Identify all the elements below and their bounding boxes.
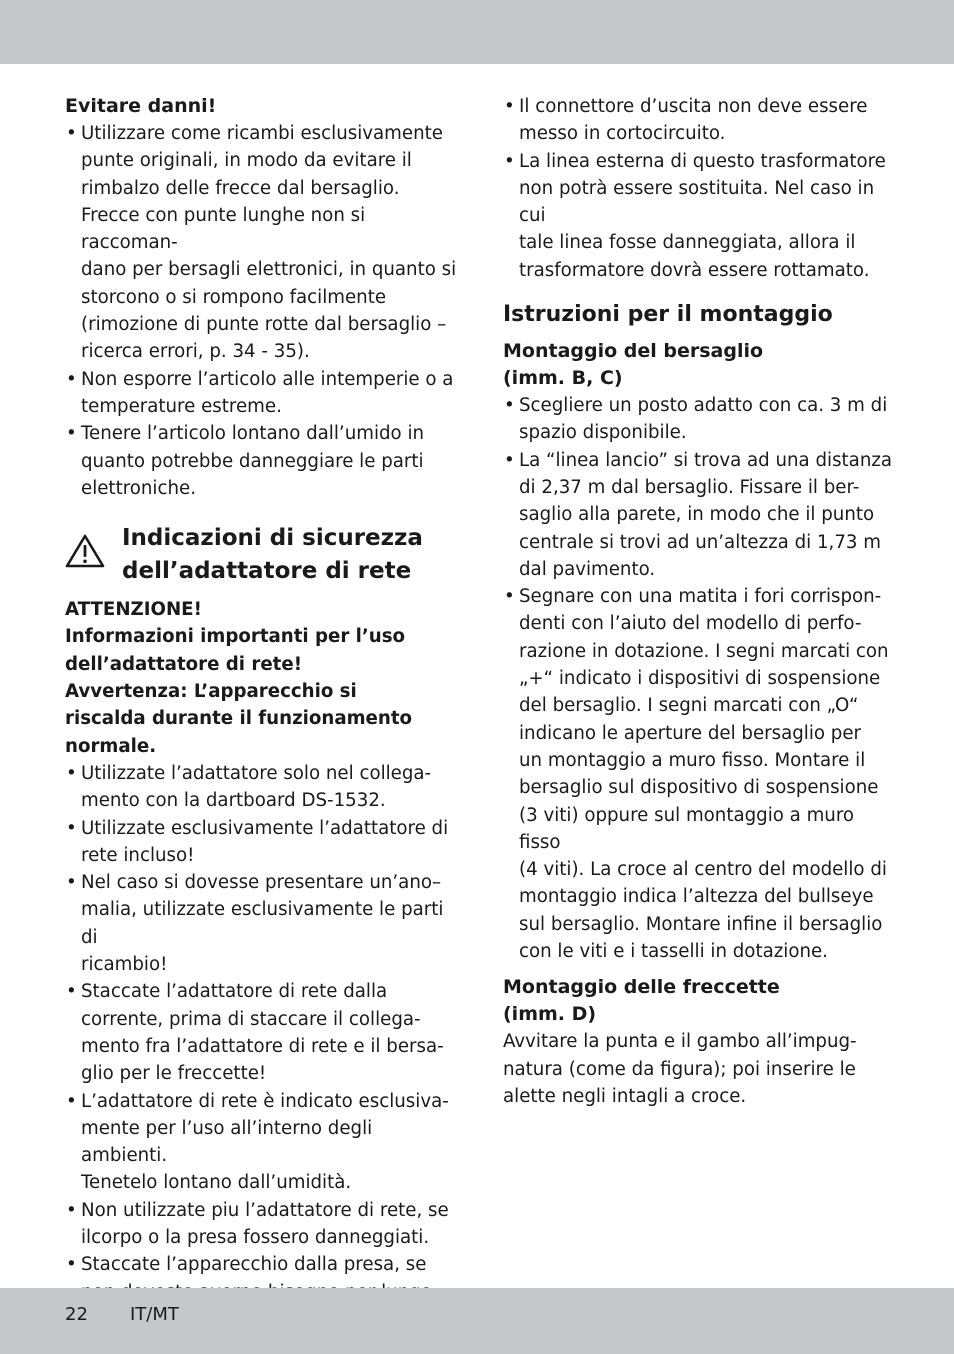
list-item: • L’adattatore di rete è indicato esclusiva- mente per l’uso all’interno degli ambienti. Tenetelo lontano dall’umidità. — [66, 1090, 449, 1194]
mount-list — [503, 392, 898, 965]
list-item: • Tenere l’articolo lontano dall’umido in quanto potrebbe danneggiare le parti elettroniche. — [66, 423, 425, 499]
page-number: 22 — [65, 1304, 88, 1325]
mount-target-heading: Montaggio del bersaglio (imm. B, C) — [503, 340, 764, 390]
darts-text: Avvitare la punta e il gambo all’impug- natura (come da figura); poi inserire le alette negli intagli a croce. — [503, 1031, 857, 1107]
mount-darts-heading: Montaggio delle freccette (imm. D) — [503, 976, 780, 1026]
list-item: • Scegliere un posto adatto con ca. 3 m di spazio disponibile. — [504, 395, 888, 444]
evitare-list — [65, 120, 460, 502]
safety-list — [65, 760, 460, 1333]
left-column — [65, 93, 460, 1333]
list-item: • Utilizzare come ricambi esclusivamente punte originali, in modo da evitare il rimbalzo delle frecce dal bersaglio. Frecce con punte lunghe non si raccoman- dano per bersagli elettronici, in quanto si storcono o si rompono facilmente (rimozione di punte rotte dal bersaglio – ricerca errori, p. 34 - 35). — [66, 123, 457, 363]
list-item: • Staccate l’adattatore di rete dalla corrente, prima di staccare il collega- mento fra l’adattatore di rete e il bersa- glio per le freccette! — [66, 981, 444, 1085]
list-item: • Utilizzate l’adattatore solo nel collega- mento con la dartboard DS-1532. — [66, 762, 432, 812]
right-column — [503, 93, 898, 1110]
attention-block: ATTENZIONE! Informazioni importanti per l’uso dell’adattatore di rete! Avvertenza: L’apparecchio si riscalda durante il funzionamento normale. — [65, 599, 413, 757]
list-item: • Il connettore d’uscita non deve essere messo in cortocircuito. — [504, 96, 868, 145]
list-item: • La “linea lancio” si trova ad una distanza di 2,37 m dal bersaglio. Fissare il ber- saglio alla parete, in modo che il punto centrale si trovi ad un’altezza di 1,73 m dal pavimento. — [504, 449, 893, 580]
warning-triangle-icon — [65, 534, 105, 568]
adapter-list-continued — [503, 93, 898, 284]
list-item: • Nel caso si dovesse presentare un’ano– malia, utilizzate esclusivamente le parti di ricambio! — [66, 872, 444, 976]
evitare-danni-heading: Evitare danni! — [65, 95, 217, 117]
install-heading: Istruzioni per il montaggio — [503, 302, 833, 328]
list-item: • Non utilizzate piu l’adattatore di rete, se ilcorpo o la presa fossero danneggiati. — [66, 1199, 449, 1248]
list-item: • Non esporre l’articolo alle intemperie o a temperature estreme. — [66, 368, 454, 417]
header-band — [0, 0, 954, 64]
list-item: • Segnare con una matita i fori corrispon- denti con l’aiuto del modello di perfo- razione in dotazione. I segni marcati con „+“ indicato i dispositivi di sospensione del bersaglio. I segni marcati con „O“ indicano le aperture del bersaglio per un montaggio a muro fisso. Montare il bersaglio sul dispositivo di sospensione (3 viti) oppure sul montaggio a muro fisso (4 viti). La croce al centro del modello di montaggio indica l’altezza del bullseye sul bersaglio. Montare infine il bersaglio con le viti e i tasselli in dotazione. — [504, 586, 889, 963]
list-item: • La linea esterna di questo trasformatore non potrà essere sostituita. Nel caso in cui tale linea fosse danneggiata, allora il trasformatore dovrà essere rottamato. — [504, 150, 886, 281]
list-item: • Utilizzate esclusivamente l’adattatore di rete incluso! — [66, 817, 449, 866]
safety-heading — [65, 522, 460, 588]
list-item: • Staccate l’apparecchio dalla presa, se — [66, 1254, 427, 1276]
safety-title: Indicazioni di sicurezza dell’adattatore di rete — [122, 525, 423, 585]
locale-label: IT/MT — [130, 1304, 179, 1325]
